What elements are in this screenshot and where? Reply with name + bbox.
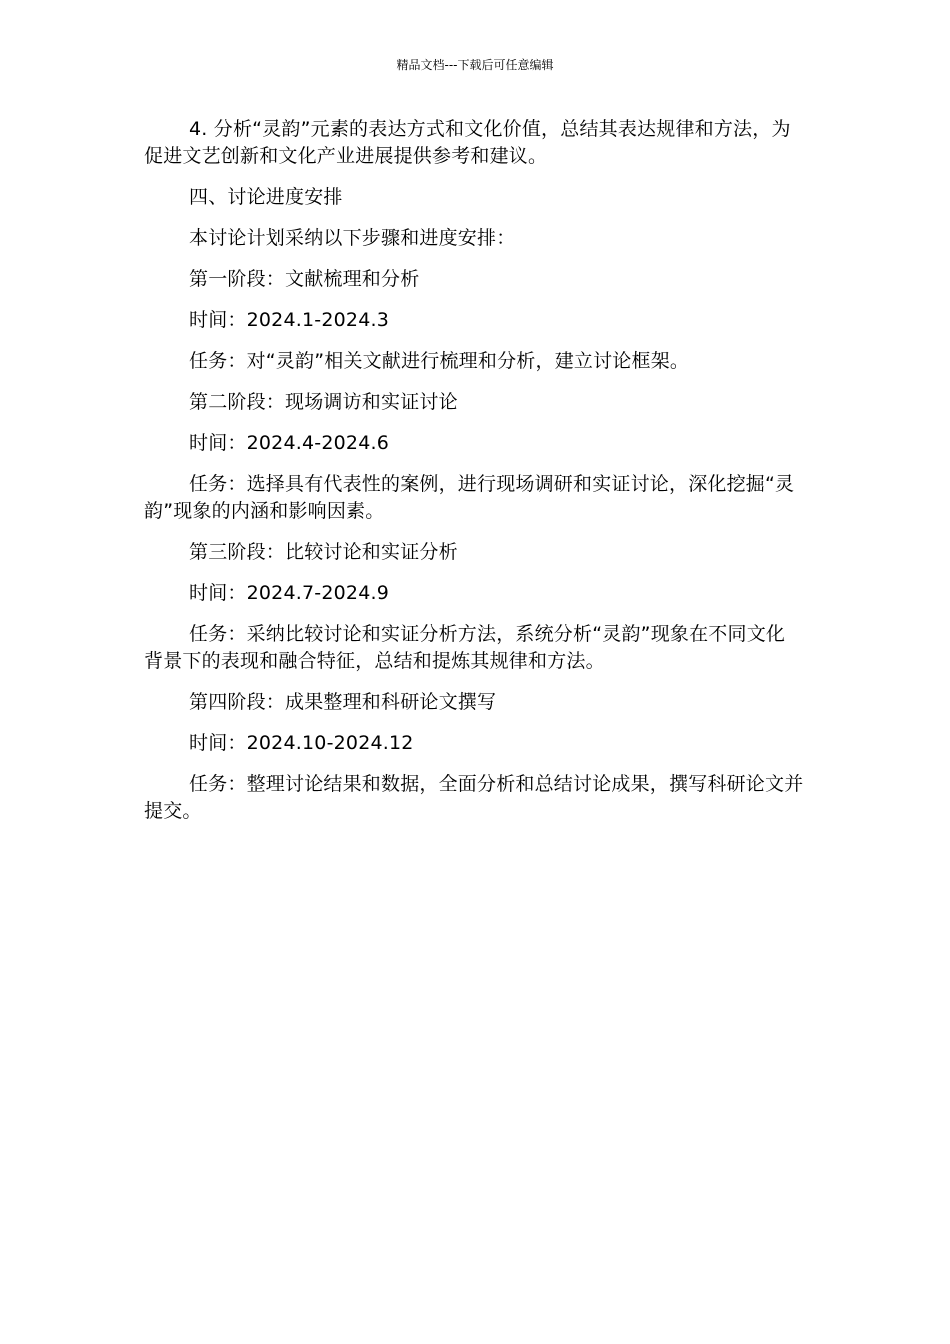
phase-4-task: 任务：整理讨论结果和数据，全面分析和总结讨论成果，撰写科研论文并提交。 (144, 773, 804, 822)
phase-4-time: 时间：2024.10-2024.12 (189, 732, 414, 754)
phase-2-title: 第二阶段：现场调访和实证讨论 (189, 391, 458, 413)
phase-4-title: 第四阶段：成果整理和科研论文撰写 (189, 691, 497, 713)
phase-3-time: 时间：2024.7-2024.9 (189, 582, 390, 604)
phase-1-title: 第一阶段：文献梳理和分析 (189, 268, 420, 290)
phase-2-time: 时间：2024.4-2024.6 (189, 432, 390, 454)
section-heading-schedule: 四、讨论进度安排 (189, 186, 343, 208)
document-body (144, 116, 804, 839)
phase-3-task: 任务：采纳比较讨论和实证分析方法，系统分析“灵韵”现象在不同文化背景下的表现和融合特征，总结和提炼其规律和方法。 (144, 623, 786, 672)
schedule-intro: 本讨论计划采纳以下步骤和进度安排： (189, 227, 516, 249)
phase-1-time: 时间：2024.1-2024.3 (189, 309, 390, 331)
paragraph-item-4-objective: 4. 分析“灵韵”元素的表达方式和文化价值，总结其表达规律和方法，为促进文艺创新和文化产业进展提供参考和建议。 (144, 118, 791, 167)
phase-1-task: 任务：对“灵韵”相关文献进行梳理和分析，建立讨论框架。 (189, 350, 690, 372)
phase-2-task: 任务：选择具有代表性的案例，进行现场调研和实证讨论，深化挖掘“灵韵”现象的内涵和影响因素。 (144, 473, 795, 522)
phase-3-title: 第三阶段：比较讨论和实证分析 (189, 541, 458, 563)
page-header: 精品文档---下载后可任意编辑 (396, 58, 554, 72)
